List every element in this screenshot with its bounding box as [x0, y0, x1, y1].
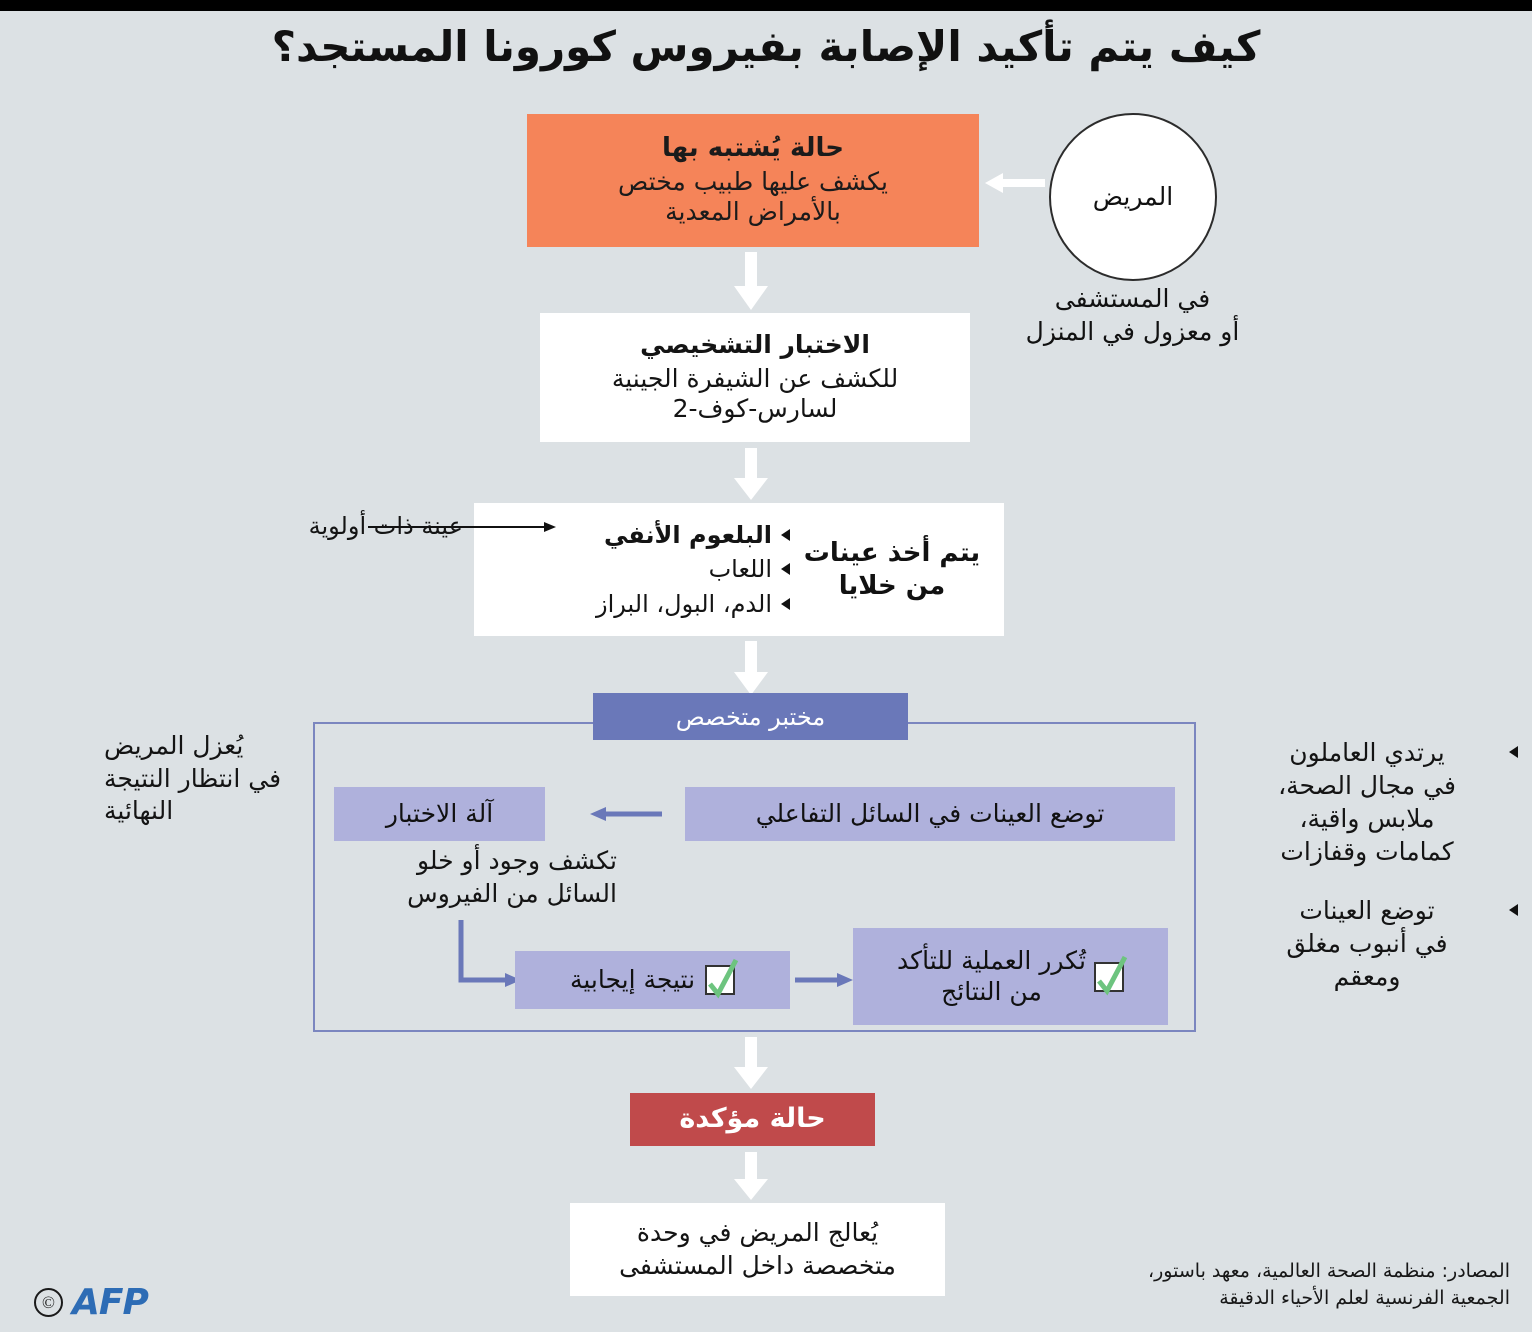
arrow-confirmed-to-treatment [733, 1152, 769, 1204]
sample-item-label: البلعوم الأنفي [603, 521, 772, 550]
copyright-icon: © [34, 1288, 63, 1317]
diagnostic-test-line-1: للكشف عن الشيفرة الجينية [611, 363, 899, 393]
isolate-note-line-2: في انتظار النتيجة [104, 763, 282, 793]
sources-line-2: الجمعية الفرنسية لعلم الأحياء الدقيقة [1219, 1286, 1510, 1309]
afp-logo [34, 1282, 148, 1323]
sample-item-label: الدم، البول، البراز [596, 589, 772, 618]
isolate-note-line-3: النهائية [104, 796, 174, 825]
repeat-line-2: من النتائج [941, 976, 1042, 1006]
treatment-box [570, 1203, 945, 1296]
isolate-note-line-1: يُعزل المريض [104, 731, 244, 760]
arrow-reagent-to-machine [590, 803, 662, 829]
arrow-suspected-to-diagnostic [733, 252, 769, 314]
repeat-line-1: تُكرر العملية للتأكد [897, 946, 1086, 975]
samples-lead-line-1: يتم أخذ عينات [803, 538, 981, 568]
suspected-case-box [527, 114, 979, 247]
patient-location-note [1005, 283, 1260, 348]
ppe-line-3: ملابس واقية، [1299, 804, 1435, 833]
arrow-positive-to-repeat [795, 969, 853, 995]
confirmed-case-box: حالة مؤكدة [630, 1093, 875, 1146]
bullet-icon [781, 598, 790, 610]
suspected-case-heading: حالة يُشتبه بها [661, 133, 845, 164]
samples-lead-text [794, 537, 990, 602]
tube-line-1: توضع العينات [1299, 896, 1435, 925]
samples-lead-line-2: من خلايا [838, 570, 946, 601]
lab-header: مختبر متخصص [593, 693, 908, 740]
repeat-process-box [853, 928, 1168, 1025]
diagnostic-test-box [540, 313, 970, 442]
checkbox-checked-icon [1094, 962, 1124, 992]
machine-note-line-1: تكشف وجود أو خلو [416, 846, 617, 875]
treatment-line-2: متخصصة داخل المستشفى [619, 1250, 896, 1280]
priority-sample-note: عينة ذات أولوية [308, 512, 463, 540]
afp-wordmark: AFP [72, 1282, 148, 1323]
test-machine-box: آلة الاختبار [334, 787, 545, 841]
sources-note [1090, 1258, 1510, 1311]
ppe-line-2: في مجال الصحة، [1278, 771, 1456, 800]
page-title: كيف يتم تأكيد الإصابة بفيروس كورونا المستجد؟ [271, 22, 1261, 71]
sample-item-label: اللعاب [708, 555, 772, 584]
arrow-samples-to-lab [733, 641, 769, 699]
patient-circle-label: المريض [1092, 181, 1174, 211]
ppe-line-4: كمامات وقفازات [1280, 837, 1454, 866]
list-item [480, 552, 790, 586]
safety-note-sealed-tube [1232, 894, 1502, 993]
suspected-case-line-2: بالأمراض المعدية [665, 197, 841, 227]
patient-note-line-2: أو معزول في المنزل [1025, 316, 1240, 346]
tube-line-3: ومعقم [1333, 962, 1401, 991]
bullet-icon [1509, 904, 1518, 916]
diagnostic-test-line-2: لسارس-كوف-2 [672, 394, 838, 424]
ppe-line-1: يرتدي العاملون [1289, 738, 1445, 767]
bullet-icon [781, 563, 790, 575]
suspected-case-line-1: يكشف عليها طبيب مختص [618, 166, 888, 196]
positive-result-box [515, 951, 790, 1009]
treatment-line-1: يُعالج المريض في وحدة [636, 1218, 879, 1247]
arrow-patient-to-suspected [985, 172, 1045, 194]
list-item [480, 587, 790, 621]
test-machine-note [335, 845, 621, 910]
safety-note-ppe [1232, 736, 1502, 868]
patient-note-line-1: في المستشفى [1054, 284, 1211, 313]
isolation-note [104, 730, 309, 828]
safety-notes [1232, 736, 1502, 1019]
sources-line-1: المصادر: منظمة الصحة العالمية، معهد باستور، [1148, 1260, 1510, 1282]
bullet-icon [781, 529, 790, 541]
arrow-diagnostic-to-samples [733, 448, 769, 504]
positive-result-label: نتيجة إيجابية [569, 964, 696, 994]
arrow-lab-to-confirmed [733, 1037, 769, 1093]
checkbox-checked-icon [705, 965, 735, 995]
machine-note-line-2: السائل من الفيروس [407, 878, 617, 908]
repeat-process-text [897, 946, 1086, 1007]
diagnostic-test-heading: الاختبار التشخيصي [640, 330, 870, 360]
reagent-liquid-box: توضع العينات في السائل التفاعلي [685, 787, 1175, 841]
top-black-bar [0, 0, 1532, 11]
tube-line-2: في أنبوب مغلق [1286, 929, 1448, 958]
bullet-icon [1509, 746, 1518, 758]
patient-circle [1049, 113, 1217, 281]
